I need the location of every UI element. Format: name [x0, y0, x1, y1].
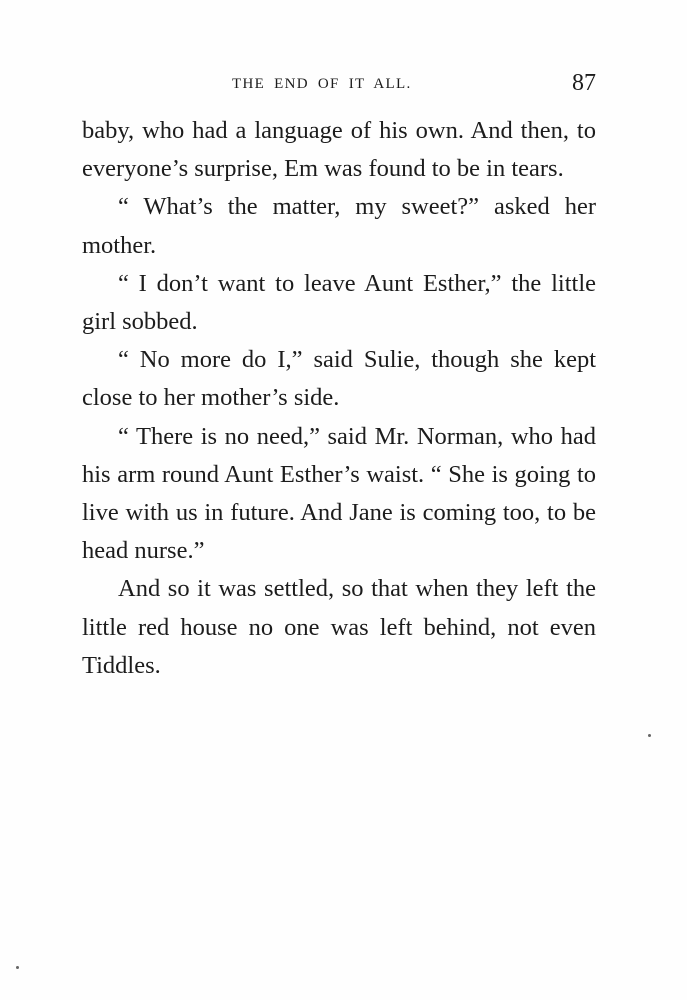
paragraph-dialogue-3: “ No more do I,” said Sulie, though she kept close to her mother’s side.: [82, 346, 596, 412]
body-text: [82, 112, 596, 685]
paragraph-closing: And so it was settled, so that when they left the little red house no one was left behind, not even Tiddles.: [82, 575, 596, 679]
running-title: THE END OF IT ALL.: [232, 76, 412, 92]
paragraph-dialogue-2: “ I don’t want to leave Aunt Esther,” the little girl sobbed.: [82, 269, 596, 336]
page-number: 87: [572, 70, 596, 96]
paragraph-dialogue-1: “ What’s the matter, my sweet?” asked her mother.: [82, 193, 596, 259]
print-speck: [648, 734, 651, 737]
running-head: [82, 70, 596, 100]
paragraph-dialogue-4: “ There is no need,” said Mr. Norman, who had his arm round Aunt Esther’s waist. “ She is going to live with us in future. And Jane is coming too, to be head nurse.”: [82, 422, 596, 565]
print-speck: [16, 966, 19, 969]
paragraph-continuation: baby, who had a language of his own. And then, to everyone’s surprise, Em was found to be in tears.: [82, 117, 596, 183]
